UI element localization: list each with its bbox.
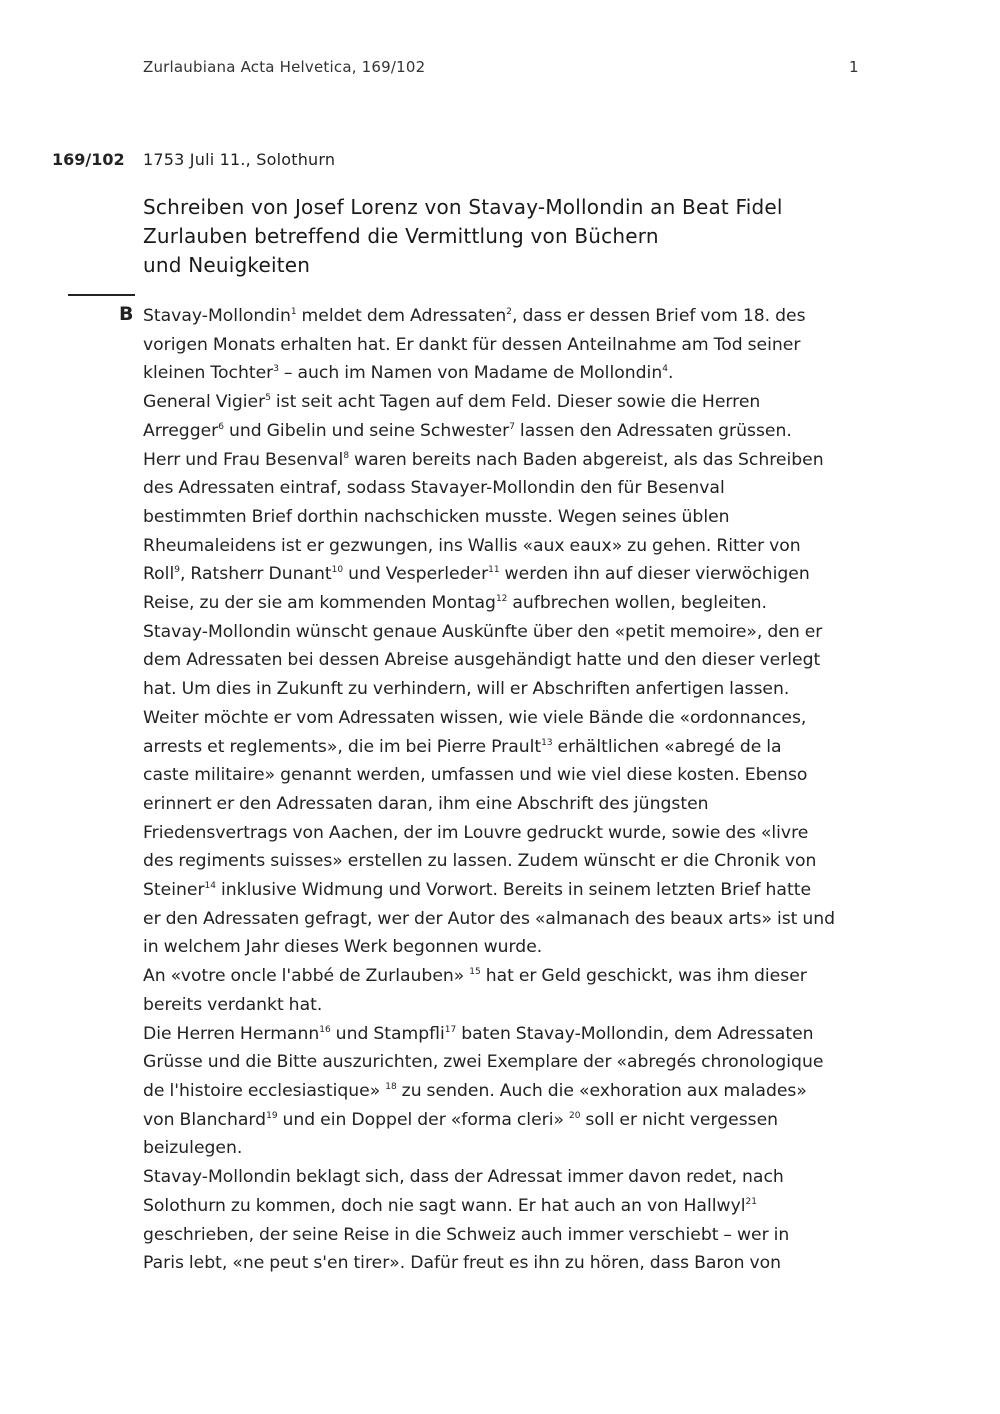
- body-text-run: bereits verdankt hat.: [143, 994, 323, 1015]
- section-divider: [68, 294, 135, 296]
- body-text-run: Herr und Frau Besenval: [143, 449, 344, 470]
- document-date-place: 1753 Juli 11., Solothurn: [143, 150, 336, 169]
- body-text-run: soll er nicht vergessen: [580, 1109, 779, 1130]
- body-text-run: Stavay-Mollondin: [143, 306, 291, 326]
- body-line: [143, 991, 863, 1020]
- body-line: [143, 1249, 863, 1278]
- body-text-run: lassen den Adressaten grüssen.: [514, 420, 792, 441]
- footnote-ref: 13: [541, 737, 553, 748]
- footnote-ref: 15: [469, 967, 481, 978]
- body-text-run: in welchem Jahr dieses Werk begonnen wurde.: [143, 937, 543, 958]
- body-text-run: arrests et reglements», die im bei Pierre Prault: [143, 736, 542, 757]
- body-text-run: dem Adressaten bei dessen Abreise ausgehändigt hatte und den dieser verlegt: [143, 650, 821, 671]
- body-line: [143, 560, 863, 589]
- body-text-run: und Vesperleder: [343, 564, 489, 585]
- footnote-ref: 19: [266, 1110, 278, 1121]
- body-text-run: werden ihn auf dieser vierwöchigen: [499, 564, 810, 585]
- footnote-ref: 14: [204, 881, 216, 892]
- footnote-ref: 9: [174, 565, 180, 576]
- body-text-run: Arregger: [143, 420, 219, 441]
- footnote-ref: 7: [509, 421, 515, 432]
- footnote-ref: 10: [331, 565, 344, 576]
- body-line: [143, 1163, 863, 1192]
- footnote-ref: 18: [385, 1081, 397, 1092]
- body-line: [143, 331, 863, 360]
- body-text-run: von Blanchard: [143, 1109, 267, 1130]
- body-text-run: hat er Geld geschickt, was ihm dieser: [480, 966, 807, 987]
- body-text-run: kleinen Tochter: [143, 363, 274, 384]
- body-text-run: Grüsse und die Bitte auszurichten, zwei Exemplare der «abregés chronologique: [143, 1052, 824, 1073]
- body-line: [143, 503, 863, 532]
- body-text-run: aufbrechen wollen, begleiten.: [507, 593, 767, 614]
- body-text-run: Solothurn zu kommen, doch nie sagt wann. Er hat auch an von Hallwyl: [143, 1195, 746, 1216]
- body-text-run: er den Adressaten gefragt, wer der Autor des «almanach des beaux arts» ist und: [143, 908, 836, 929]
- source-marker: B: [119, 303, 134, 325]
- body-line: [143, 474, 863, 503]
- body-text-run: geschrieben, der seine Reise in die Schweiz auch immer verschiebt – wer in: [143, 1224, 790, 1245]
- footnote-ref: 11: [488, 565, 500, 576]
- body-text-run: beizulegen.: [143, 1138, 243, 1159]
- footnote-ref: 8: [343, 450, 350, 461]
- body-text-run: Friedensvertrags von Aachen, der im Louvre gedruckt wurde, sowie des «livre: [143, 822, 809, 843]
- document-number: 169/102: [52, 150, 125, 169]
- body-text-run: Weiter möchte er vom Adressaten wissen, wie viele Bände die «ordonnances,: [143, 707, 807, 728]
- body-text-run: , Ratsherr Dunant: [179, 564, 332, 585]
- body-text-run: , dass er dessen Brief vom 18. des: [512, 306, 806, 326]
- body-text-run: caste militaire» genannt werden, umfassen und wie viel diese kosten. Ebenso: [143, 765, 808, 786]
- body-text-run: Roll: [143, 564, 175, 585]
- footnote-ref: 12: [495, 594, 508, 605]
- footnote-ref: 20: [568, 1110, 581, 1121]
- footnote-ref: 21: [745, 1196, 757, 1207]
- footnote-ref: 5: [265, 393, 271, 404]
- body-text-run: An «votre oncle l'abbé de Zurlauben»: [143, 966, 470, 987]
- title-line: Schreiben von Josef Lorenz von Stavay-Mollondin an Beat Fidel: [143, 195, 783, 220]
- body-text-run: ist seit acht Tagen auf dem Feld. Dieser sowie die Herren: [270, 392, 761, 413]
- body-line: [143, 733, 863, 762]
- body-text-run: meldet dem Adressaten: [296, 306, 507, 326]
- body-line: [143, 876, 863, 905]
- body-line: [143, 417, 863, 446]
- body-text-run: Stavay-Mollondin beklagt sich, dass der Adressat immer davon redet, nach: [143, 1167, 784, 1188]
- body-line: [143, 1134, 863, 1163]
- regest-body: [143, 302, 863, 1278]
- body-line: [143, 933, 863, 962]
- page-number: 1: [849, 58, 859, 76]
- body-text-run: des Adressaten eintraf, sodass Stavayer-Mollondin den für Besenval: [143, 478, 725, 499]
- body-text-run: de l'histoire ecclesiastique»: [143, 1080, 386, 1101]
- body-text-run: und ein Doppel der «forma cleri»: [277, 1109, 569, 1130]
- body-line: [143, 1077, 863, 1106]
- body-text-run: des regiments suisses» erstellen zu lassen. Zudem wünscht er die Chronik von: [143, 851, 817, 872]
- body-line: [143, 847, 863, 876]
- title-line: Zurlauben betreffend die Vermittlung von Büchern: [143, 224, 659, 249]
- footnote-ref: 1: [290, 307, 297, 317]
- body-text-run: erinnert er den Adressaten daran, ihm eine Abschrift des jüngsten: [143, 793, 709, 814]
- body-text-run: vorigen Monats erhalten hat. Er dankt für dessen Anteilnahme am Tod seiner: [143, 334, 801, 355]
- footnote-ref: 6: [218, 421, 224, 432]
- body-text-run: bestimmten Brief dorthin nachschicken musste. Wegen seines üblen: [143, 506, 730, 527]
- body-text-run: Rheumaleidens ist er gezwungen, ins Wallis «aux eaux» zu gehen. Ritter von: [143, 535, 801, 556]
- body-line: [143, 589, 863, 618]
- running-header: Zurlaubiana Acta Helvetica, 169/102: [143, 58, 426, 76]
- body-line: [143, 1221, 863, 1250]
- body-line: [143, 1020, 863, 1049]
- body-line: [143, 790, 863, 819]
- body-text-run: baten Stavay-Mollondin, dem Adressaten: [456, 1023, 814, 1044]
- body-text-run: – auch im Namen von Madame de Mollondin: [278, 363, 663, 384]
- footnote-ref: 17: [444, 1024, 457, 1035]
- body-line: [143, 1192, 863, 1221]
- body-text-run: zu senden. Auch die «exhoration aux malades»: [396, 1080, 807, 1101]
- body-line: [143, 819, 863, 848]
- body-text-run: Stavay-Mollondin wünscht genaue Auskünfte über den «petit memoire», den er: [143, 621, 823, 642]
- body-line: [143, 761, 863, 790]
- footnote-ref: 4: [662, 364, 668, 375]
- body-text-run: waren bereits nach Baden abgereist, als das Schreiben: [349, 449, 824, 470]
- body-line: [143, 446, 863, 475]
- body-text-run: General Vigier: [143, 392, 266, 413]
- body-text-run: hat. Um dies in Zukunft zu verhindern, will er Abschriften anfertigen lassen.: [143, 679, 790, 700]
- body-line: [143, 532, 863, 561]
- body-line: [143, 675, 863, 704]
- body-line: [143, 1048, 863, 1077]
- body-line: [143, 962, 863, 991]
- footnote-ref: 3: [273, 364, 279, 375]
- body-text-run: und Gibelin und seine Schwester: [223, 420, 510, 441]
- body-text-run: inklusive Widmung und Vorwort. Bereits in seinem letzten Brief hatte: [216, 880, 812, 901]
- body-text-run: .: [667, 363, 674, 384]
- body-line: [143, 905, 863, 934]
- body-text-run: und Stampfli: [330, 1023, 445, 1044]
- footnote-ref: 16: [319, 1024, 331, 1035]
- body-line: [143, 618, 863, 647]
- body-line: [143, 302, 863, 331]
- body-line: [143, 359, 863, 388]
- title-line: und Neuigkeiten: [143, 253, 311, 278]
- body-text-run: erhältlichen «abregé de la: [552, 736, 782, 757]
- body-text-run: Paris lebt, «ne peut s'en tirer». Dafür freut es ihn zu hören, dass Baron von: [143, 1253, 782, 1274]
- body-text-run: Die Herren Hermann: [143, 1023, 320, 1044]
- body-text-run: Reise, zu der sie am kommenden Montag: [143, 593, 496, 614]
- body-line: [143, 1106, 863, 1135]
- body-line: [143, 388, 863, 417]
- footnote-ref: 2: [506, 307, 513, 317]
- body-line: [143, 704, 863, 733]
- body-text-run: Steiner: [143, 880, 205, 901]
- document-title: [143, 193, 863, 280]
- body-line: [143, 646, 863, 675]
